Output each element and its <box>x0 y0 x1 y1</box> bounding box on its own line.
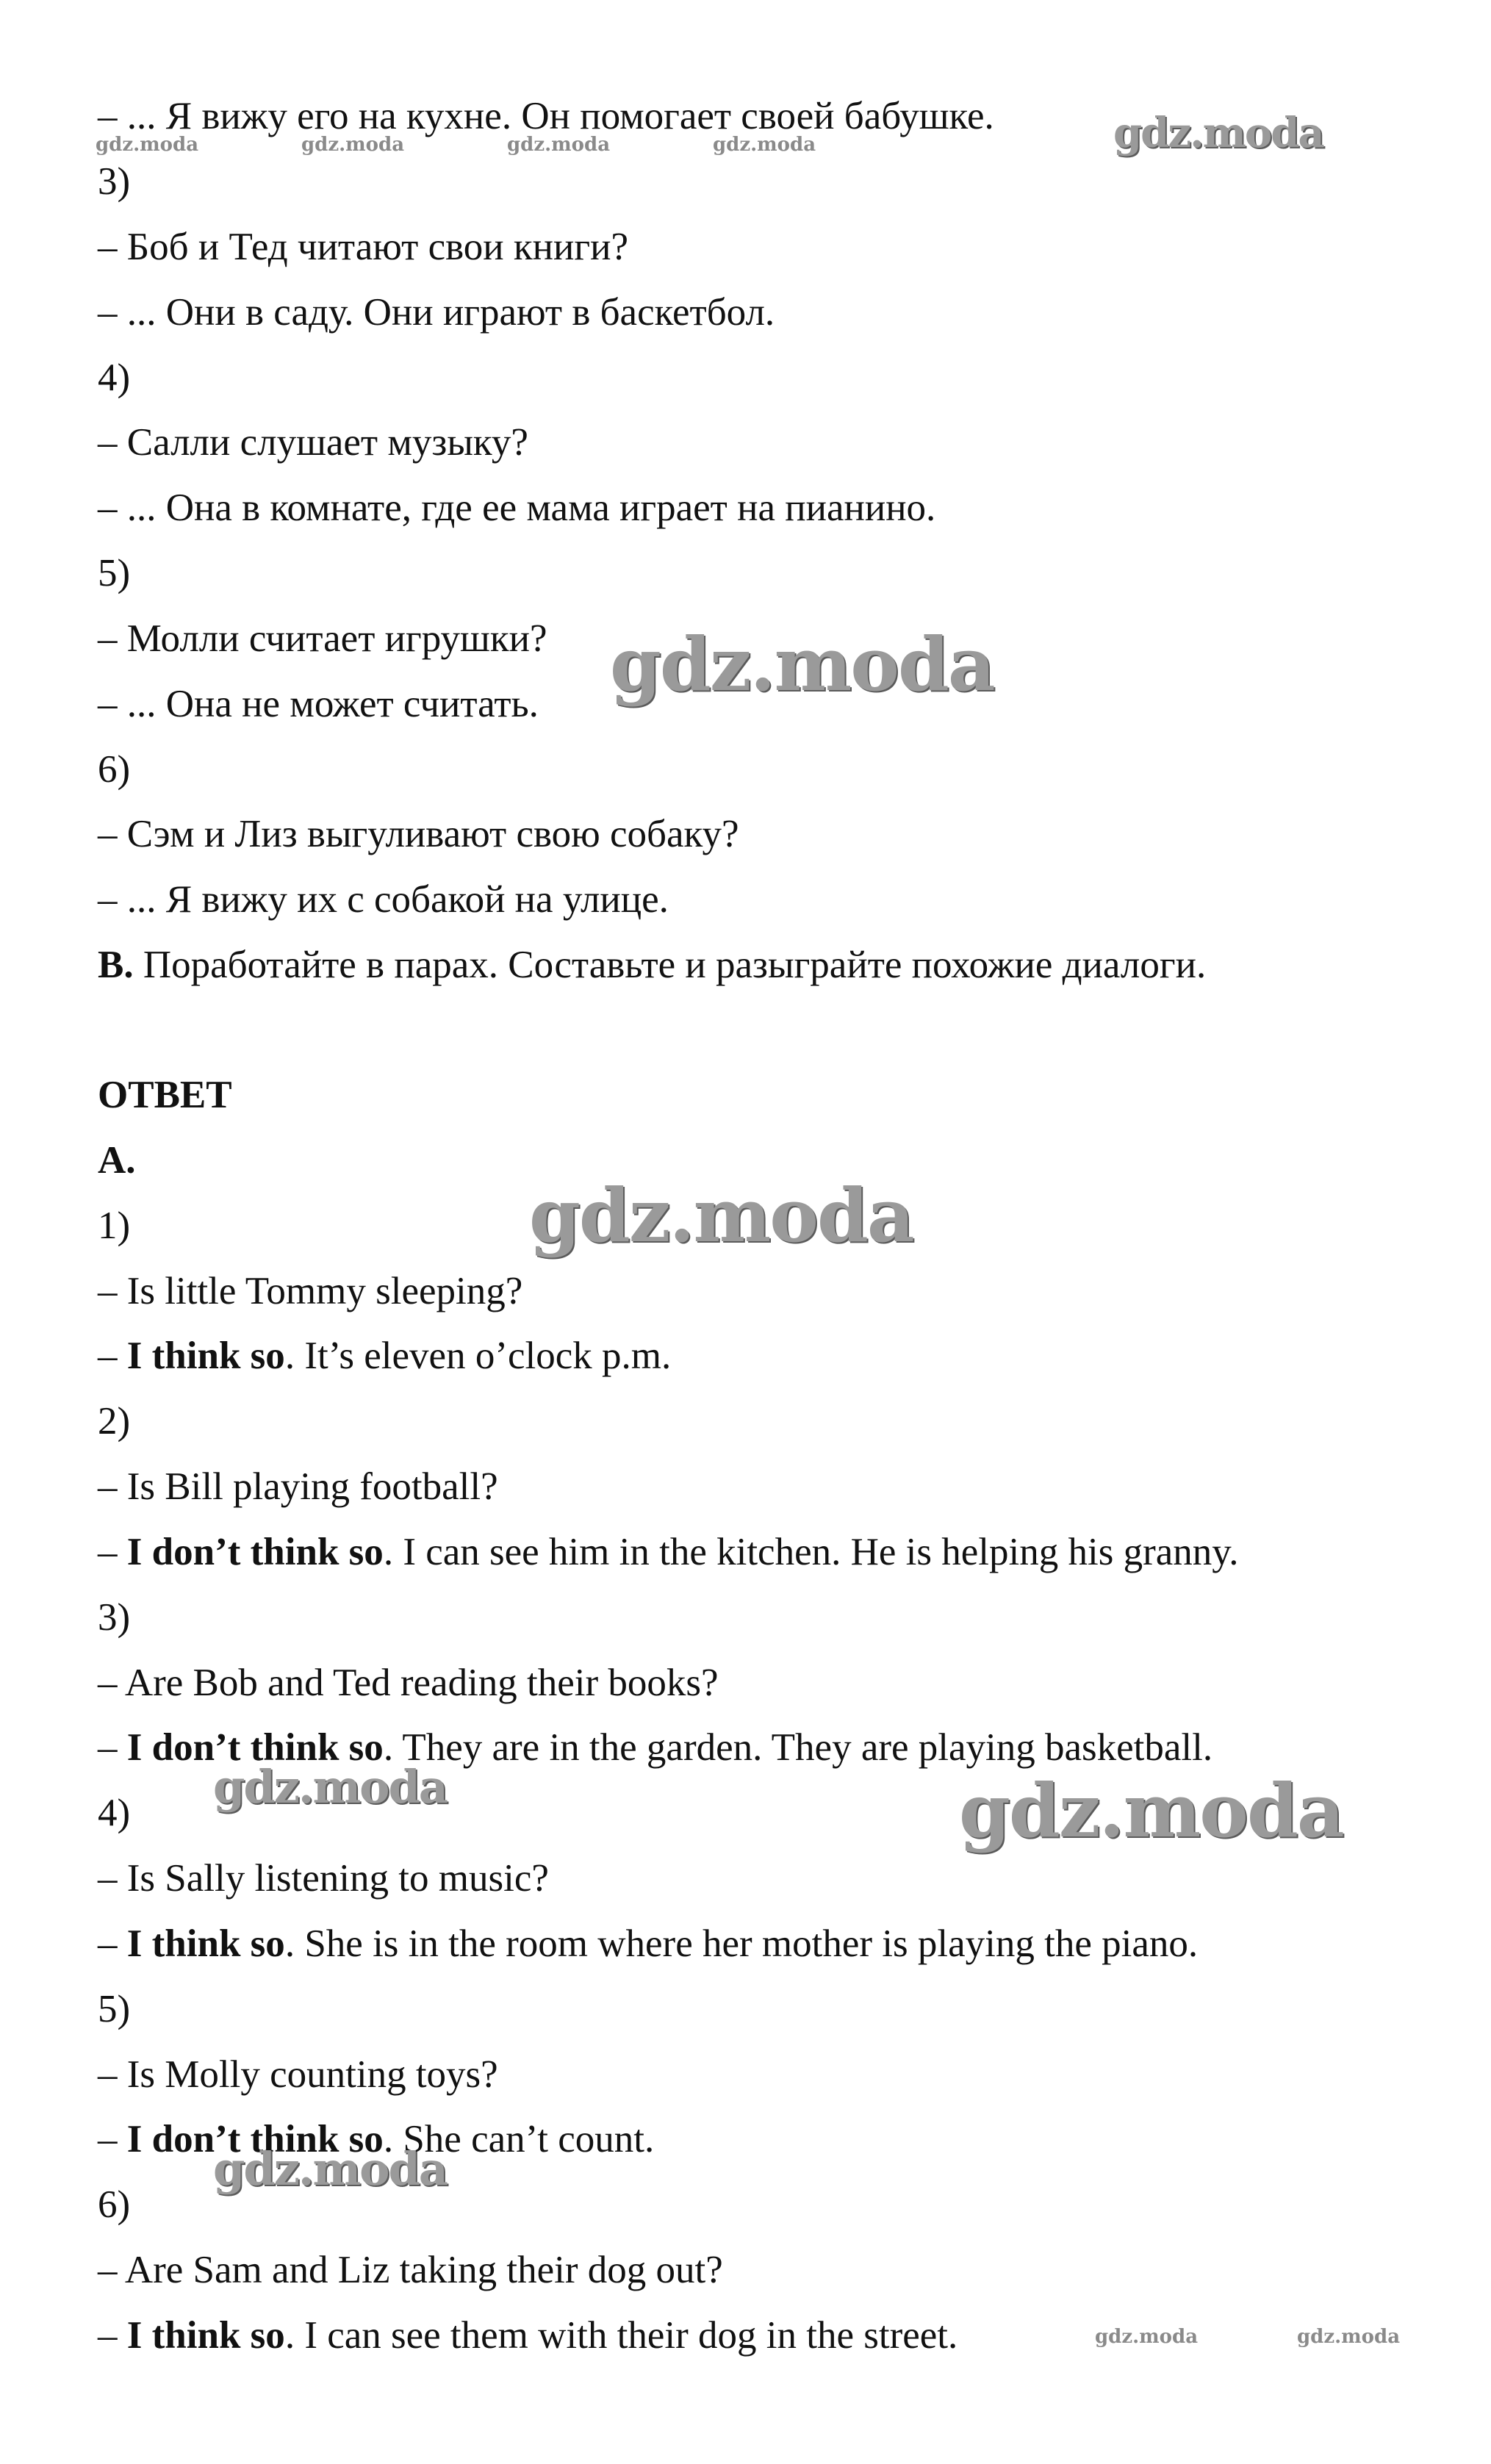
answer-question: – Is little Tommy sleeping? <box>98 1270 523 1312</box>
answer-reply: – I don’t think so. She can’t count. <box>98 2118 655 2161</box>
task-line: 6) <box>98 748 131 791</box>
task-line: – ... Они в саду. Они играют в баскетбол. <box>98 291 775 334</box>
task-b-label: B. <box>98 944 134 986</box>
answer-number: 1) <box>98 1204 131 1247</box>
task-line: – ... Она в комнате, где ее мама играет на пианино. <box>98 486 936 529</box>
watermark: gdz.moda <box>213 2142 447 2196</box>
task-line: – Боб и Тед читают свои книги? <box>98 226 628 268</box>
watermark: gdz.moda <box>959 1767 1343 1854</box>
task-line: – ... Она не может считать. <box>98 683 539 725</box>
answer-bold: I don’t think so <box>126 1726 384 1769</box>
answer-number: 3) <box>98 1596 131 1639</box>
answer-reply: – I think so. I can see them with their dog in the street. <box>98 2314 958 2357</box>
answer-question: – Is Bill playing football? <box>98 1465 498 1508</box>
answer-question: – Are Bob and Ted reading their books? <box>98 1662 719 1704</box>
task-line: 3) <box>98 160 131 203</box>
answer-number: 6) <box>98 2183 131 2226</box>
answer-number: 2) <box>98 1400 131 1443</box>
answer-reply: – I think so. It’s eleven o’clock p.m. <box>98 1335 672 1377</box>
task-line: – ... Я вижу их с собакой на улице. <box>98 878 669 921</box>
answer-question: – Is Sally listening to music? <box>98 1857 549 1900</box>
watermark: gdz.moda <box>96 134 199 156</box>
task-line: 4) <box>98 356 131 399</box>
answer-bold: I think so <box>126 1922 285 1965</box>
watermark: gdz.moda <box>713 134 816 156</box>
answer-bold: I think so <box>126 1335 285 1377</box>
section-a-label: A. <box>98 1139 136 1182</box>
task-line: – ... Я вижу его на кухне. Он помогает своей бабушке. <box>98 95 994 137</box>
answer-reply: – I don’t think so. I can see him in the kitchen. He is helping his granny. <box>98 1531 1239 1573</box>
task-b-line <box>98 943 1206 987</box>
watermark: gdz.moda <box>529 1172 913 1259</box>
task-line: – Молли считает игрушки? <box>98 617 547 660</box>
answer-question: – Are Sam and Liz taking their dog out? <box>98 2249 723 2291</box>
answer-reply: – I don’t think so. They are in the garden. They are playing basketball. <box>98 1726 1213 1769</box>
watermark: gdz.moda <box>1297 2326 1401 2348</box>
answer-number: 4) <box>98 1792 131 1834</box>
answer-bold: I don’t think so <box>126 2118 384 2161</box>
answer-number: 5) <box>98 1988 131 2030</box>
task-line: – Сэм и Лиз выгуливают свою собаку? <box>98 813 739 855</box>
watermark: gdz.moda <box>301 134 405 156</box>
watermark: gdz.moda <box>1095 2326 1199 2348</box>
answer-reply: – I think so. She is in the room where her mother is playing the piano. <box>98 1922 1199 1965</box>
watermark: gdz.moda <box>1113 109 1323 157</box>
watermark: gdz.moda <box>213 1760 447 1814</box>
watermark: gdz.moda <box>610 621 994 708</box>
task-line: – Салли слушает музыку? <box>98 421 528 464</box>
task-b-text: Поработайте в парах. Составьте и разыграйте похожие диалоги. <box>133 944 1207 986</box>
answer-heading: ОТВЕТ <box>98 1074 232 1116</box>
task-line: 5) <box>98 552 131 595</box>
answer-bold: I don’t think so <box>126 1531 384 1573</box>
answer-question: – Is Molly counting toys? <box>98 2053 498 2096</box>
watermark: gdz.moda <box>507 134 611 156</box>
answer-bold: I think so <box>126 2314 285 2357</box>
